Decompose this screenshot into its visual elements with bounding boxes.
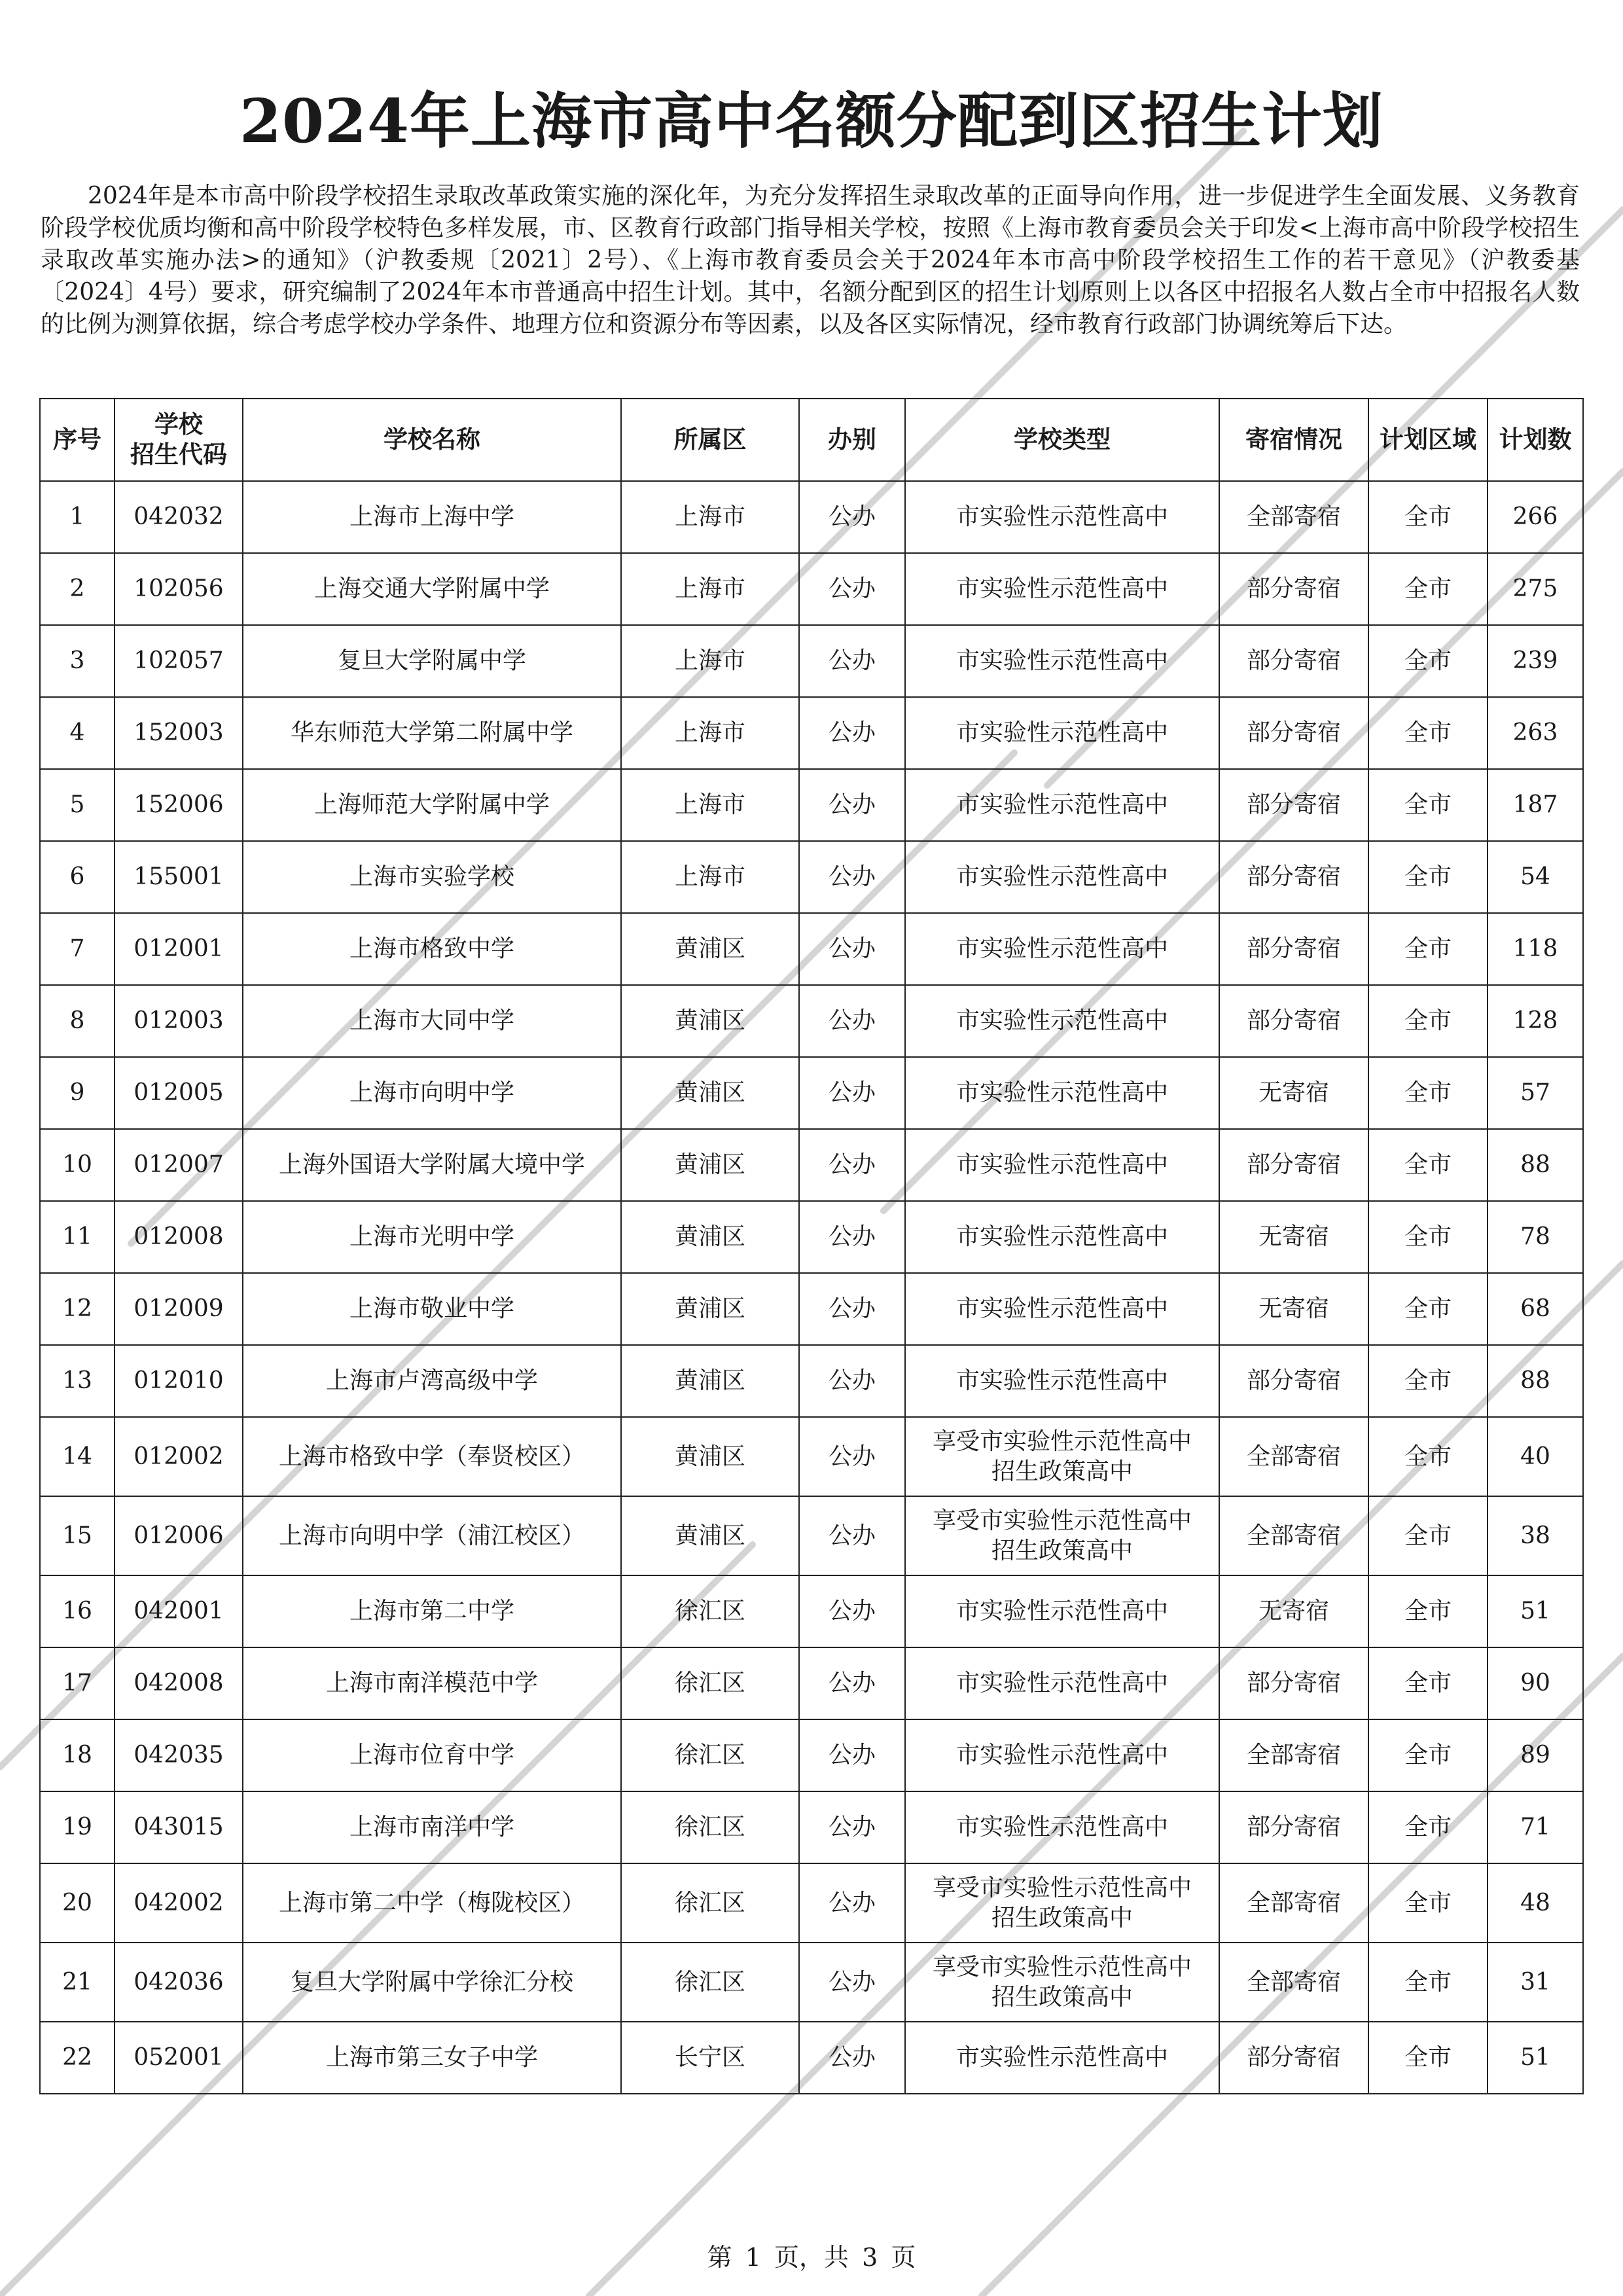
cell-plan-area: 全市	[1368, 625, 1488, 697]
cell-ownership: 公办	[799, 553, 905, 625]
cell-plan-count: 187	[1488, 769, 1583, 841]
cell-district: 黄浦区	[621, 913, 799, 985]
cell-school-type	[905, 769, 1219, 841]
cell-plan-area: 全市	[1368, 1863, 1488, 1943]
school-type-line1: 市实验性示范性高中	[955, 1295, 1168, 1322]
cell-seq: 7	[40, 913, 115, 985]
cell-school-name: 上海师范大学附属中学	[243, 769, 621, 841]
cell-school-type	[905, 1647, 1219, 1719]
header-code-line2: 招生代码	[130, 440, 227, 469]
cell-school-type	[905, 1345, 1219, 1417]
cell-school-name: 上海市南洋中学	[243, 1791, 621, 1863]
cell-plan-area: 全市	[1368, 913, 1488, 985]
cell-plan-count: 54	[1488, 841, 1583, 913]
cell-plan-count: 38	[1488, 1496, 1583, 1575]
cell-school-type	[905, 985, 1219, 1057]
cell-boarding: 全部寄宿	[1219, 1417, 1368, 1496]
cell-school-name: 上海市大同中学	[243, 985, 621, 1057]
cell-plan-area: 全市	[1368, 1273, 1488, 1345]
school-type-line1: 市实验性示范性高中	[955, 1223, 1168, 1250]
cell-school-type	[905, 1943, 1219, 2022]
cell-ownership: 公办	[799, 697, 905, 769]
school-type-line2: 招生政策高中	[991, 1983, 1133, 2011]
cell-boarding: 无寄宿	[1219, 1201, 1368, 1273]
cell-school-name: 上海市实验学校	[243, 841, 621, 913]
cell-plan-count: 128	[1488, 985, 1583, 1057]
cell-plan-area: 全市	[1368, 1345, 1488, 1417]
cell-ownership: 公办	[799, 1863, 905, 1943]
cell-school-name: 上海市向明中学	[243, 1057, 621, 1129]
cell-seq: 1	[40, 481, 115, 553]
cell-seq: 4	[40, 697, 115, 769]
cell-plan-count: 71	[1488, 1791, 1583, 1863]
intro-paragraph: 2024年是本市高中阶段学校招生录取改革政策实施的深化年，为充分发挥招生录取改革的正面导向作用，进一步促进学生全面发展、义务教育阶段学校优质均衡和高中阶段学校特色多样发展，市、区教育行政部门指导相关学校，按照《上海市教育委员会关于印发<上海市高中阶段学校招生录取改革实施办法>的通知》（沪教委规〔2021〕2号）、《上海市教育委员会关于2024年本市高中阶段学校招生工作的若干意见》（沪教委基〔2024〕4号）要求，研究编制了2024年本市普通高中招生计划。其中，名额分配到区的招生计划原则上以各区中招报名人数占全市中招报名人数的比例为测算依据，综合考虑学校办学条件、地理方位和资源分布等因素，以及各区实际情况，经市教育行政部门协调统筹后下达。	[41, 183, 1580, 338]
table-row	[40, 1647, 1583, 1719]
header-district: 所属区	[621, 399, 799, 481]
cell-plan-area: 全市	[1368, 841, 1488, 913]
cell-ownership: 公办	[799, 985, 905, 1057]
table-row	[40, 481, 1583, 553]
cell-school-type	[905, 1863, 1219, 1943]
school-type-line1: 市实验性示范性高中	[955, 503, 1168, 530]
footer-page-number: 1	[745, 2243, 761, 2272]
table-row	[40, 1201, 1583, 1273]
page-footer	[0, 2237, 1623, 2273]
cell-school-type	[905, 1201, 1219, 1273]
cell-ownership: 公办	[799, 1273, 905, 1345]
cell-code: 102057	[115, 625, 243, 697]
cell-district: 长宁区	[621, 2022, 799, 2094]
cell-plan-area: 全市	[1368, 697, 1488, 769]
cell-school-type	[905, 481, 1219, 553]
school-type-line2: 招生政策高中	[991, 1904, 1133, 1931]
cell-code: 012007	[115, 1129, 243, 1201]
cell-ownership: 公办	[799, 769, 905, 841]
cell-plan-count: 40	[1488, 1417, 1583, 1496]
cell-plan-count: 31	[1488, 1943, 1583, 2022]
cell-code: 042002	[115, 1863, 243, 1943]
cell-seq: 21	[40, 1943, 115, 2022]
cell-seq: 19	[40, 1791, 115, 1863]
cell-boarding: 部分寄宿	[1219, 1345, 1368, 1417]
cell-plan-area: 全市	[1368, 1719, 1488, 1791]
cell-school-type	[905, 913, 1219, 985]
cell-plan-count: 275	[1488, 553, 1583, 625]
cell-seq: 12	[40, 1273, 115, 1345]
cell-district: 黄浦区	[621, 1273, 799, 1345]
cell-ownership: 公办	[799, 1943, 905, 2022]
table-body	[40, 481, 1583, 2094]
cell-plan-count: 68	[1488, 1273, 1583, 1345]
table-row	[40, 1057, 1583, 1129]
cell-code: 012003	[115, 985, 243, 1057]
school-type-line1: 市实验性示范性高中	[955, 1670, 1168, 1696]
cell-school-type	[905, 1496, 1219, 1575]
cell-code: 042008	[115, 1647, 243, 1719]
cell-code: 155001	[115, 841, 243, 913]
cell-code: 042032	[115, 481, 243, 553]
cell-plan-count: 263	[1488, 697, 1583, 769]
cell-school-type	[905, 1791, 1219, 1863]
cell-school-name: 上海市敬业中学	[243, 1273, 621, 1345]
cell-seq: 14	[40, 1417, 115, 1496]
cell-plan-count: 239	[1488, 625, 1583, 697]
cell-district: 徐汇区	[621, 1575, 799, 1647]
table-row	[40, 2022, 1583, 2094]
cell-seq: 3	[40, 625, 115, 697]
cell-seq: 17	[40, 1647, 115, 1719]
cell-school-name: 上海交通大学附属中学	[243, 553, 621, 625]
header-name: 学校名称	[243, 399, 621, 481]
cell-boarding: 全部寄宿	[1219, 1863, 1368, 1943]
page-title: 2024年上海市高中名额分配到区招生计划	[239, 86, 1384, 156]
table-row	[40, 1345, 1583, 1417]
cell-district: 黄浦区	[621, 1057, 799, 1129]
table-row	[40, 769, 1583, 841]
cell-code: 012002	[115, 1417, 243, 1496]
cell-school-type	[905, 1719, 1219, 1791]
footer-part1: 第	[707, 2243, 732, 2272]
school-type-line1: 市实验性示范性高中	[955, 647, 1168, 674]
header-ownership: 办别	[799, 399, 905, 481]
cell-district: 上海市	[621, 841, 799, 913]
cell-plan-count: 90	[1488, 1647, 1583, 1719]
cell-plan-area: 全市	[1368, 1417, 1488, 1496]
cell-boarding: 部分寄宿	[1219, 985, 1368, 1057]
header-area: 计划区域	[1368, 399, 1488, 481]
footer-part3: 页	[891, 2243, 916, 2272]
school-type-line1: 市实验性示范性高中	[955, 1007, 1168, 1034]
cell-boarding: 部分寄宿	[1219, 553, 1368, 625]
cell-boarding: 部分寄宿	[1219, 841, 1368, 913]
cell-boarding: 全部寄宿	[1219, 481, 1368, 553]
cell-seq: 2	[40, 553, 115, 625]
cell-boarding: 部分寄宿	[1219, 1647, 1368, 1719]
footer-total-pages: 3	[862, 2243, 878, 2272]
cell-seq: 13	[40, 1345, 115, 1417]
cell-plan-count: 48	[1488, 1863, 1583, 1943]
cell-boarding: 部分寄宿	[1219, 625, 1368, 697]
cell-code: 012008	[115, 1201, 243, 1273]
cell-district: 徐汇区	[621, 1791, 799, 1863]
school-type-line1: 市实验性示范性高中	[955, 863, 1168, 890]
cell-school-name: 上海市南洋模范中学	[243, 1647, 621, 1719]
cell-code: 012010	[115, 1345, 243, 1417]
cell-plan-count: 118	[1488, 913, 1583, 985]
cell-district: 黄浦区	[621, 1345, 799, 1417]
cell-school-name: 上海市向明中学（浦江校区）	[243, 1496, 621, 1575]
table-row	[40, 1943, 1583, 2022]
cell-code: 042036	[115, 1943, 243, 2022]
cell-plan-area: 全市	[1368, 1575, 1488, 1647]
school-type-line1: 享受市实验性示范性高中	[932, 1507, 1192, 1534]
cell-district: 黄浦区	[621, 1201, 799, 1273]
cell-district: 黄浦区	[621, 1496, 799, 1575]
table-row	[40, 1863, 1583, 1943]
cell-boarding: 无寄宿	[1219, 1575, 1368, 1647]
cell-boarding: 部分寄宿	[1219, 697, 1368, 769]
cell-school-name: 上海市第三女子中学	[243, 2022, 621, 2094]
header-code-line1: 学校	[154, 410, 203, 439]
cell-plan-count: 51	[1488, 2022, 1583, 2094]
table-row	[40, 1719, 1583, 1791]
cell-district: 上海市	[621, 553, 799, 625]
cell-plan-area: 全市	[1368, 553, 1488, 625]
cell-plan-count: 88	[1488, 1129, 1583, 1201]
school-type-line1: 市实验性示范性高中	[955, 1079, 1168, 1106]
cell-school-name: 上海市上海中学	[243, 481, 621, 553]
cell-school-name: 上海市格致中学	[243, 913, 621, 985]
table-row	[40, 1417, 1583, 1496]
cell-school-name: 上海市格致中学（奉贤校区）	[243, 1417, 621, 1496]
cell-ownership: 公办	[799, 1345, 905, 1417]
cell-school-name: 复旦大学附属中学徐汇分校	[243, 1943, 621, 2022]
table-row	[40, 1575, 1583, 1647]
cell-school-type	[905, 1273, 1219, 1345]
school-type-line2: 招生政策高中	[991, 1458, 1133, 1485]
table-row	[40, 985, 1583, 1057]
cell-school-name: 上海市第二中学	[243, 1575, 621, 1647]
cell-ownership: 公办	[799, 481, 905, 553]
cell-boarding: 部分寄宿	[1219, 913, 1368, 985]
header-seq: 序号	[40, 399, 115, 481]
cell-seq: 16	[40, 1575, 115, 1647]
header-count: 计划数	[1488, 399, 1583, 481]
school-type-line1: 市实验性示范性高中	[955, 791, 1168, 818]
cell-ownership: 公办	[799, 1647, 905, 1719]
school-type-line1: 市实验性示范性高中	[955, 575, 1168, 602]
school-type-line1: 市实验性示范性高中	[955, 1598, 1168, 1624]
cell-school-name: 上海外国语大学附属大境中学	[243, 1129, 621, 1201]
cell-boarding: 部分寄宿	[1219, 2022, 1368, 2094]
cell-boarding: 全部寄宿	[1219, 1719, 1368, 1791]
school-type-line1: 市实验性示范性高中	[955, 719, 1168, 746]
cell-code: 052001	[115, 2022, 243, 2094]
cell-ownership: 公办	[799, 913, 905, 985]
cell-school-name: 上海市光明中学	[243, 1201, 621, 1273]
cell-boarding: 无寄宿	[1219, 1273, 1368, 1345]
cell-seq: 18	[40, 1719, 115, 1791]
cell-plan-area: 全市	[1368, 481, 1488, 553]
enrollment-plan-table	[39, 398, 1584, 2094]
cell-ownership: 公办	[799, 1496, 905, 1575]
cell-ownership: 公办	[799, 2022, 905, 2094]
school-type-line1: 享受市实验性示范性高中	[932, 1427, 1192, 1455]
cell-ownership: 公办	[799, 1201, 905, 1273]
table-row	[40, 1129, 1583, 1201]
cell-district: 徐汇区	[621, 1647, 799, 1719]
cell-district: 上海市	[621, 625, 799, 697]
cell-seq: 5	[40, 769, 115, 841]
school-type-line1: 市实验性示范性高中	[955, 1151, 1168, 1178]
cell-ownership: 公办	[799, 1791, 905, 1863]
cell-district: 上海市	[621, 769, 799, 841]
cell-district: 黄浦区	[621, 985, 799, 1057]
table-row	[40, 1791, 1583, 1863]
cell-ownership: 公办	[799, 1057, 905, 1129]
table-row	[40, 913, 1583, 985]
cell-boarding: 全部寄宿	[1219, 1496, 1368, 1575]
cell-boarding: 全部寄宿	[1219, 1943, 1368, 2022]
table-row	[40, 1273, 1583, 1345]
school-type-line1: 市实验性示范性高中	[955, 1367, 1168, 1394]
cell-seq: 8	[40, 985, 115, 1057]
cell-plan-count: 266	[1488, 481, 1583, 553]
cell-school-type	[905, 1575, 1219, 1647]
cell-code: 152006	[115, 769, 243, 841]
cell-boarding: 部分寄宿	[1219, 1129, 1368, 1201]
cell-district: 黄浦区	[621, 1129, 799, 1201]
cell-boarding: 无寄宿	[1219, 1057, 1368, 1129]
cell-code: 012005	[115, 1057, 243, 1129]
cell-plan-area: 全市	[1368, 1496, 1488, 1575]
cell-ownership: 公办	[799, 625, 905, 697]
cell-school-name: 华东师范大学第二附属中学	[243, 697, 621, 769]
cell-ownership: 公办	[799, 841, 905, 913]
cell-code: 012009	[115, 1273, 243, 1345]
cell-plan-count: 51	[1488, 1575, 1583, 1647]
cell-code: 043015	[115, 1791, 243, 1863]
cell-district: 徐汇区	[621, 1719, 799, 1791]
header-boarding: 寄宿情况	[1219, 399, 1368, 481]
cell-seq: 15	[40, 1496, 115, 1575]
cell-ownership: 公办	[799, 1575, 905, 1647]
cell-school-type	[905, 1417, 1219, 1496]
cell-district: 徐汇区	[621, 1943, 799, 2022]
cell-code: 042001	[115, 1575, 243, 1647]
cell-seq: 6	[40, 841, 115, 913]
cell-plan-area: 全市	[1368, 2022, 1488, 2094]
school-type-line1: 市实验性示范性高中	[955, 1814, 1168, 1840]
cell-code: 042035	[115, 1719, 243, 1791]
cell-plan-count: 57	[1488, 1057, 1583, 1129]
cell-boarding: 部分寄宿	[1219, 1791, 1368, 1863]
table-header-row	[40, 399, 1583, 481]
cell-boarding: 部分寄宿	[1219, 769, 1368, 841]
table-row	[40, 553, 1583, 625]
cell-district: 上海市	[621, 481, 799, 553]
cell-ownership: 公办	[799, 1417, 905, 1496]
cell-school-name: 复旦大学附属中学	[243, 625, 621, 697]
cell-school-type	[905, 1129, 1219, 1201]
school-type-line1: 享受市实验性示范性高中	[932, 1874, 1192, 1901]
cell-plan-area: 全市	[1368, 1129, 1488, 1201]
cell-plan-area: 全市	[1368, 1647, 1488, 1719]
cell-plan-area: 全市	[1368, 1057, 1488, 1129]
cell-plan-area: 全市	[1368, 985, 1488, 1057]
cell-ownership: 公办	[799, 1719, 905, 1791]
cell-school-type	[905, 553, 1219, 625]
cell-school-type	[905, 841, 1219, 913]
cell-plan-area: 全市	[1368, 769, 1488, 841]
cell-code: 102056	[115, 553, 243, 625]
cell-code: 012006	[115, 1496, 243, 1575]
cell-district: 上海市	[621, 697, 799, 769]
cell-seq: 22	[40, 2022, 115, 2094]
cell-school-name: 上海市卢湾高级中学	[243, 1345, 621, 1417]
footer-part2: 页，共	[774, 2243, 849, 2272]
table-row	[40, 1496, 1583, 1575]
cell-school-type	[905, 2022, 1219, 2094]
school-type-line1: 市实验性示范性高中	[955, 935, 1168, 962]
cell-seq: 20	[40, 1863, 115, 1943]
cell-school-type	[905, 1057, 1219, 1129]
cell-district: 徐汇区	[621, 1863, 799, 1943]
school-type-line2: 招生政策高中	[991, 1537, 1133, 1564]
school-type-line1: 市实验性示范性高中	[955, 1742, 1168, 1768]
cell-seq: 9	[40, 1057, 115, 1129]
table-row	[40, 625, 1583, 697]
cell-plan-area: 全市	[1368, 1201, 1488, 1273]
cell-plan-area: 全市	[1368, 1943, 1488, 2022]
header-code	[115, 399, 243, 481]
cell-ownership: 公办	[799, 1129, 905, 1201]
school-type-line1: 市实验性示范性高中	[955, 2044, 1168, 2071]
cell-school-type	[905, 625, 1219, 697]
school-type-line1: 享受市实验性示范性高中	[932, 1953, 1192, 1981]
cell-school-type	[905, 697, 1219, 769]
cell-plan-count: 78	[1488, 1201, 1583, 1273]
cell-plan-count: 89	[1488, 1719, 1583, 1791]
cell-plan-count: 88	[1488, 1345, 1583, 1417]
cell-school-name: 上海市位育中学	[243, 1719, 621, 1791]
cell-code: 152003	[115, 697, 243, 769]
cell-seq: 10	[40, 1129, 115, 1201]
header-type: 学校类型	[905, 399, 1219, 481]
table-row	[40, 697, 1583, 769]
cell-plan-area: 全市	[1368, 1791, 1488, 1863]
cell-seq: 11	[40, 1201, 115, 1273]
cell-code: 012001	[115, 913, 243, 985]
cell-school-name: 上海市第二中学（梅陇校区）	[243, 1863, 621, 1943]
table-row	[40, 841, 1583, 913]
cell-district: 黄浦区	[621, 1417, 799, 1496]
